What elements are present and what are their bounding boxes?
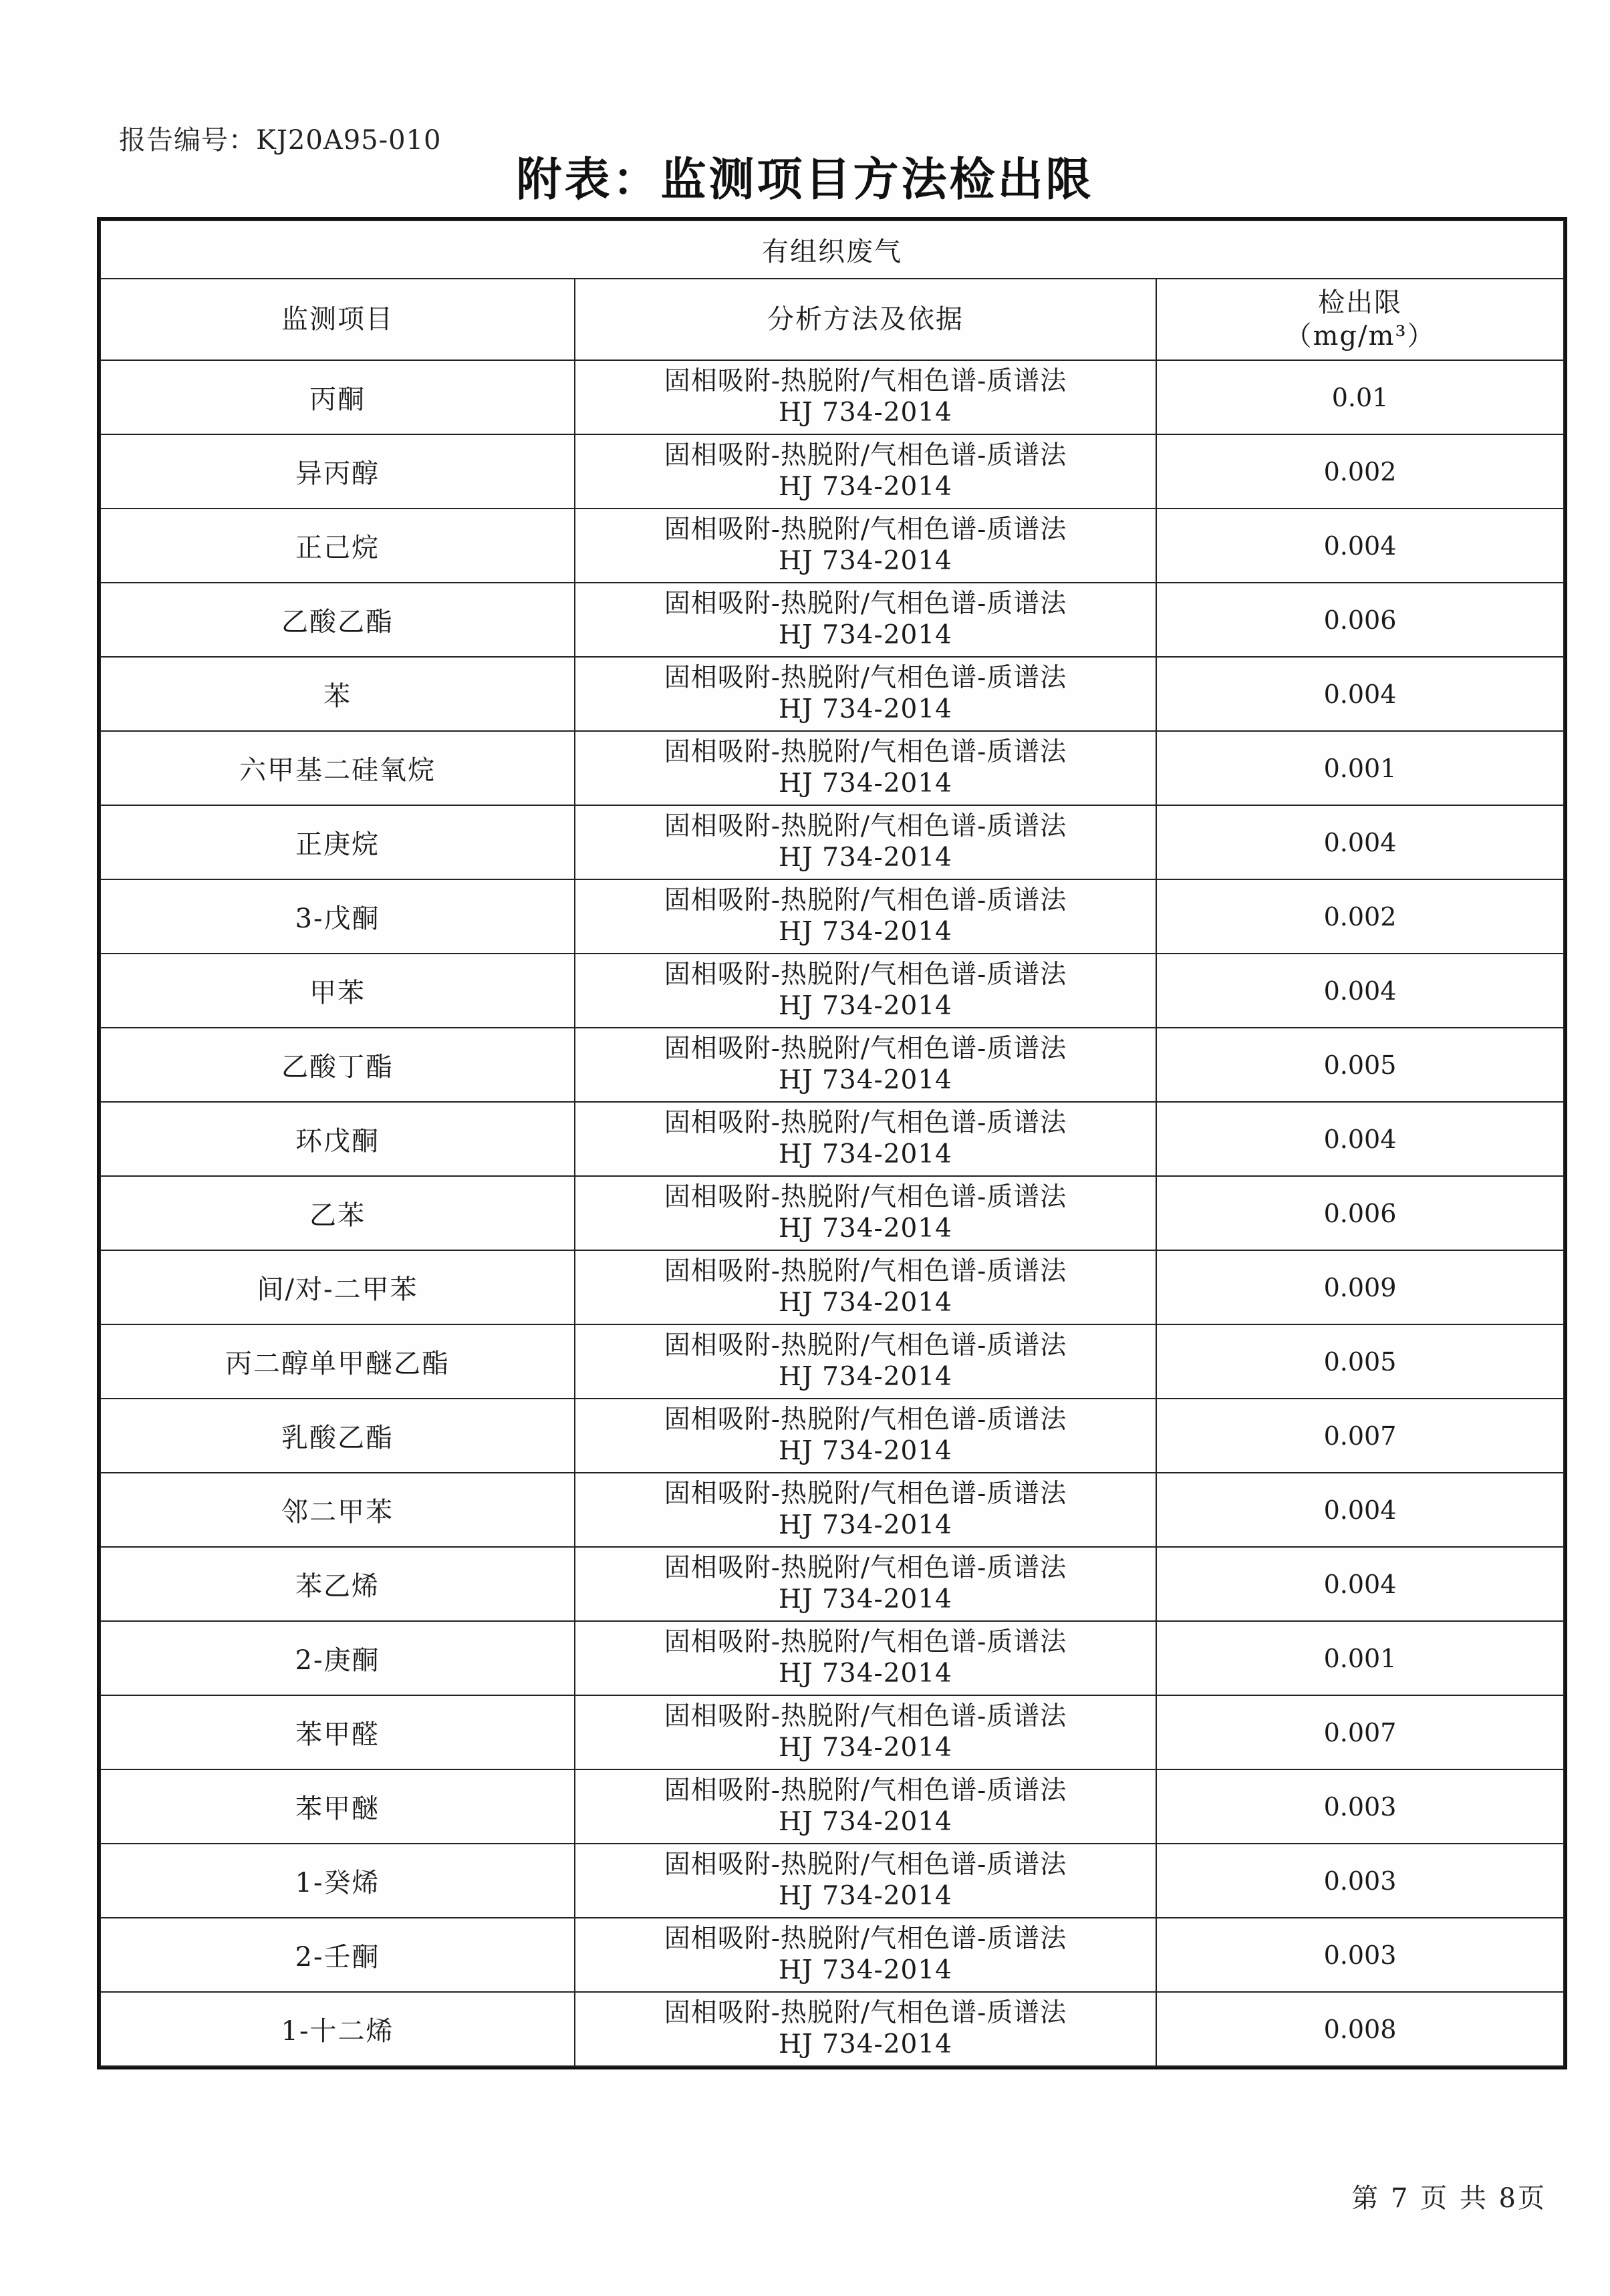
table-row xyxy=(100,1918,1564,1992)
column-header-limit-unit: （mg/m³） xyxy=(1285,321,1436,351)
method-standard: HJ 734-2014 xyxy=(779,1287,952,1318)
cell-monitoring-item: 正庚烷 xyxy=(100,805,575,879)
cell-analysis-method xyxy=(575,1695,1156,1769)
column-header-method: 分析方法及依据 xyxy=(575,279,1156,360)
cell-detection-limit: 0.007 xyxy=(1156,1695,1564,1769)
cell-detection-limit: 0.004 xyxy=(1156,805,1564,879)
method-name: 固相吸附-热脱附/气相色谱-质谱法 xyxy=(664,1256,1067,1286)
method-standard: HJ 734-2014 xyxy=(779,768,952,799)
cell-monitoring-item: 乳酸乙酯 xyxy=(100,1399,575,1473)
cell-monitoring-item: 间/对-二甲苯 xyxy=(100,1250,575,1324)
cell-detection-limit: 0.003 xyxy=(1156,1918,1564,1992)
cell-analysis-method xyxy=(575,1992,1156,2066)
report-number: 报告编号：KJ20A95-010 xyxy=(119,125,442,156)
column-header-row xyxy=(100,279,1564,360)
table-row xyxy=(100,360,1564,434)
method-name: 固相吸附-热脱附/气相色谱-质谱法 xyxy=(664,1107,1067,1138)
cell-analysis-method xyxy=(575,1250,1156,1324)
method-standard: HJ 734-2014 xyxy=(779,694,952,724)
cell-analysis-method xyxy=(575,731,1156,805)
column-header-limit xyxy=(1156,279,1564,360)
method-standard: HJ 734-2014 xyxy=(779,1955,952,1985)
cell-analysis-method xyxy=(575,360,1156,434)
cell-monitoring-item: 异丙醇 xyxy=(100,434,575,509)
cell-monitoring-item: 2-庚酮 xyxy=(100,1621,575,1695)
cell-detection-limit: 0.003 xyxy=(1156,1769,1564,1844)
cell-monitoring-item: 环戊酮 xyxy=(100,1102,575,1176)
method-name: 固相吸附-热脱附/气相色谱-质谱法 xyxy=(664,1701,1067,1731)
method-name: 固相吸附-热脱附/气相色谱-质谱法 xyxy=(664,811,1067,841)
cell-detection-limit: 0.005 xyxy=(1156,1324,1564,1399)
method-name: 固相吸附-热脱附/气相色谱-质谱法 xyxy=(664,1775,1067,1806)
cell-monitoring-item: 丙酮 xyxy=(100,360,575,434)
method-standard: HJ 734-2014 xyxy=(779,545,952,576)
cell-detection-limit: 0.002 xyxy=(1156,879,1564,954)
method-name: 固相吸附-热脱附/气相色谱-质谱法 xyxy=(664,1552,1067,1583)
cell-monitoring-item: 邻二甲苯 xyxy=(100,1473,575,1547)
cell-monitoring-item: 乙酸丁酯 xyxy=(100,1028,575,1102)
page-title: 附表：监测项目方法检出限 xyxy=(516,154,1094,206)
method-standard: HJ 734-2014 xyxy=(779,990,952,1021)
cell-detection-limit: 0.001 xyxy=(1156,731,1564,805)
table-row xyxy=(100,1621,1564,1695)
cell-analysis-method xyxy=(575,1473,1156,1547)
method-standard: HJ 734-2014 xyxy=(779,471,952,502)
cell-analysis-method xyxy=(575,1547,1156,1621)
method-standard: HJ 734-2014 xyxy=(779,1213,952,1244)
method-standard: HJ 734-2014 xyxy=(779,1435,952,1466)
cell-monitoring-item: 2-壬酮 xyxy=(100,1918,575,1992)
method-name: 固相吸附-热脱附/气相色谱-质谱法 xyxy=(664,1181,1067,1212)
method-name: 固相吸附-热脱附/气相色谱-质谱法 xyxy=(664,1626,1067,1657)
cell-detection-limit: 0.01 xyxy=(1156,360,1564,434)
detection-limit-table xyxy=(97,217,1567,2069)
method-standard: HJ 734-2014 xyxy=(779,1510,952,1540)
cell-monitoring-item: 正己烷 xyxy=(100,509,575,583)
cell-detection-limit: 0.004 xyxy=(1156,1547,1564,1621)
cell-analysis-method xyxy=(575,509,1156,583)
method-name: 固相吸附-热脱附/气相色谱-质谱法 xyxy=(664,1404,1067,1435)
column-header-item: 监测项目 xyxy=(100,279,575,360)
method-standard: HJ 734-2014 xyxy=(779,1139,952,1169)
page-number: 第 7 页 共 8页 xyxy=(1351,2183,1547,2214)
table-row xyxy=(100,509,1564,583)
cell-detection-limit: 0.008 xyxy=(1156,1992,1564,2066)
cell-monitoring-item: 3-戊酮 xyxy=(100,879,575,954)
cell-detection-limit: 0.009 xyxy=(1156,1250,1564,1324)
cell-monitoring-item: 乙苯 xyxy=(100,1176,575,1250)
method-name: 固相吸附-热脱附/气相色谱-质谱法 xyxy=(664,514,1067,545)
section-title: 有组织废气 xyxy=(100,221,1564,279)
cell-analysis-method xyxy=(575,583,1156,657)
cell-detection-limit: 0.004 xyxy=(1156,1473,1564,1547)
cell-analysis-method xyxy=(575,1399,1156,1473)
table-row xyxy=(100,1176,1564,1250)
method-name: 固相吸附-热脱附/气相色谱-质谱法 xyxy=(664,588,1067,619)
cell-detection-limit: 0.001 xyxy=(1156,1621,1564,1695)
cell-detection-limit: 0.007 xyxy=(1156,1399,1564,1473)
table-row xyxy=(100,1250,1564,1324)
cell-monitoring-item: 丙二醇单甲醚乙酯 xyxy=(100,1324,575,1399)
cell-detection-limit: 0.005 xyxy=(1156,1028,1564,1102)
table-row xyxy=(100,1473,1564,1547)
cell-detection-limit: 0.006 xyxy=(1156,1176,1564,1250)
method-standard: HJ 734-2014 xyxy=(779,1806,952,1837)
method-standard: HJ 734-2014 xyxy=(779,1732,952,1763)
cell-analysis-method xyxy=(575,657,1156,731)
method-name: 固相吸附-热脱附/气相色谱-质谱法 xyxy=(664,1330,1067,1360)
cell-detection-limit: 0.003 xyxy=(1156,1844,1564,1918)
cell-monitoring-item: 苯甲醛 xyxy=(100,1695,575,1769)
cell-analysis-method xyxy=(575,1176,1156,1250)
table-row xyxy=(100,434,1564,509)
method-standard: HJ 734-2014 xyxy=(779,842,952,873)
table-row xyxy=(100,1547,1564,1621)
table-row xyxy=(100,583,1564,657)
method-name: 固相吸附-热脱附/气相色谱-质谱法 xyxy=(664,1033,1067,1064)
method-standard: HJ 734-2014 xyxy=(779,619,952,650)
method-name: 固相吸附-热脱附/气相色谱-质谱法 xyxy=(664,662,1067,693)
cell-monitoring-item: 乙酸乙酯 xyxy=(100,583,575,657)
table-body xyxy=(100,360,1564,2066)
cell-analysis-method xyxy=(575,1028,1156,1102)
table-row xyxy=(100,954,1564,1028)
method-name: 固相吸附-热脱附/气相色谱-质谱法 xyxy=(664,959,1067,990)
method-standard: HJ 734-2014 xyxy=(779,1880,952,1911)
cell-detection-limit: 0.004 xyxy=(1156,509,1564,583)
method-name: 固相吸附-热脱附/气相色谱-质谱法 xyxy=(664,736,1067,767)
method-name: 固相吸附-热脱附/气相色谱-质谱法 xyxy=(664,1478,1067,1509)
method-name: 固相吸附-热脱附/气相色谱-质谱法 xyxy=(664,1849,1067,1880)
method-standard: HJ 734-2014 xyxy=(779,1064,952,1095)
table xyxy=(100,220,1565,2067)
method-standard: HJ 734-2014 xyxy=(779,1361,952,1392)
cell-monitoring-item: 1-癸烯 xyxy=(100,1844,575,1918)
cell-monitoring-item: 六甲基二硅氧烷 xyxy=(100,731,575,805)
method-standard: HJ 734-2014 xyxy=(779,916,952,947)
table-row xyxy=(100,1769,1564,1844)
table-row xyxy=(100,731,1564,805)
cell-analysis-method xyxy=(575,1621,1156,1695)
table-row xyxy=(100,1102,1564,1176)
cell-analysis-method xyxy=(575,1918,1156,1992)
cell-detection-limit: 0.002 xyxy=(1156,434,1564,509)
method-standard: HJ 734-2014 xyxy=(779,397,952,428)
cell-monitoring-item: 1-十二烯 xyxy=(100,1992,575,2066)
cell-detection-limit: 0.004 xyxy=(1156,954,1564,1028)
table-row xyxy=(100,1028,1564,1102)
table-row xyxy=(100,1844,1564,1918)
table-row xyxy=(100,657,1564,731)
method-standard: HJ 734-2014 xyxy=(779,1658,952,1689)
cell-analysis-method xyxy=(575,954,1156,1028)
cell-monitoring-item: 苯 xyxy=(100,657,575,731)
cell-analysis-method xyxy=(575,1844,1156,1918)
cell-analysis-method xyxy=(575,1324,1156,1399)
method-name: 固相吸附-热脱附/气相色谱-质谱法 xyxy=(664,440,1067,470)
method-name: 固相吸附-热脱附/气相色谱-质谱法 xyxy=(664,1923,1067,1954)
cell-monitoring-item: 苯乙烯 xyxy=(100,1547,575,1621)
method-name: 固相吸附-热脱附/气相色谱-质谱法 xyxy=(664,366,1067,396)
table-row xyxy=(100,1399,1564,1473)
table-row xyxy=(100,1324,1564,1399)
method-name: 固相吸附-热脱附/气相色谱-质谱法 xyxy=(664,885,1067,915)
cell-monitoring-item: 甲苯 xyxy=(100,954,575,1028)
table-row xyxy=(100,1992,1564,2066)
cell-monitoring-item: 苯甲醚 xyxy=(100,1769,575,1844)
method-standard: HJ 734-2014 xyxy=(779,2029,952,2059)
method-name: 固相吸附-热脱附/气相色谱-质谱法 xyxy=(664,1997,1067,2028)
cell-analysis-method xyxy=(575,879,1156,954)
table-row xyxy=(100,879,1564,954)
cell-detection-limit: 0.004 xyxy=(1156,1102,1564,1176)
table-row xyxy=(100,1695,1564,1769)
section-header-row xyxy=(100,221,1564,279)
cell-analysis-method xyxy=(575,434,1156,509)
column-header-limit-label: 检出限 xyxy=(1318,287,1402,318)
cell-detection-limit: 0.004 xyxy=(1156,657,1564,731)
cell-analysis-method xyxy=(575,1769,1156,1844)
cell-detection-limit: 0.006 xyxy=(1156,583,1564,657)
cell-analysis-method xyxy=(575,805,1156,879)
table-row xyxy=(100,805,1564,879)
method-standard: HJ 734-2014 xyxy=(779,1584,952,1614)
cell-analysis-method xyxy=(575,1102,1156,1176)
